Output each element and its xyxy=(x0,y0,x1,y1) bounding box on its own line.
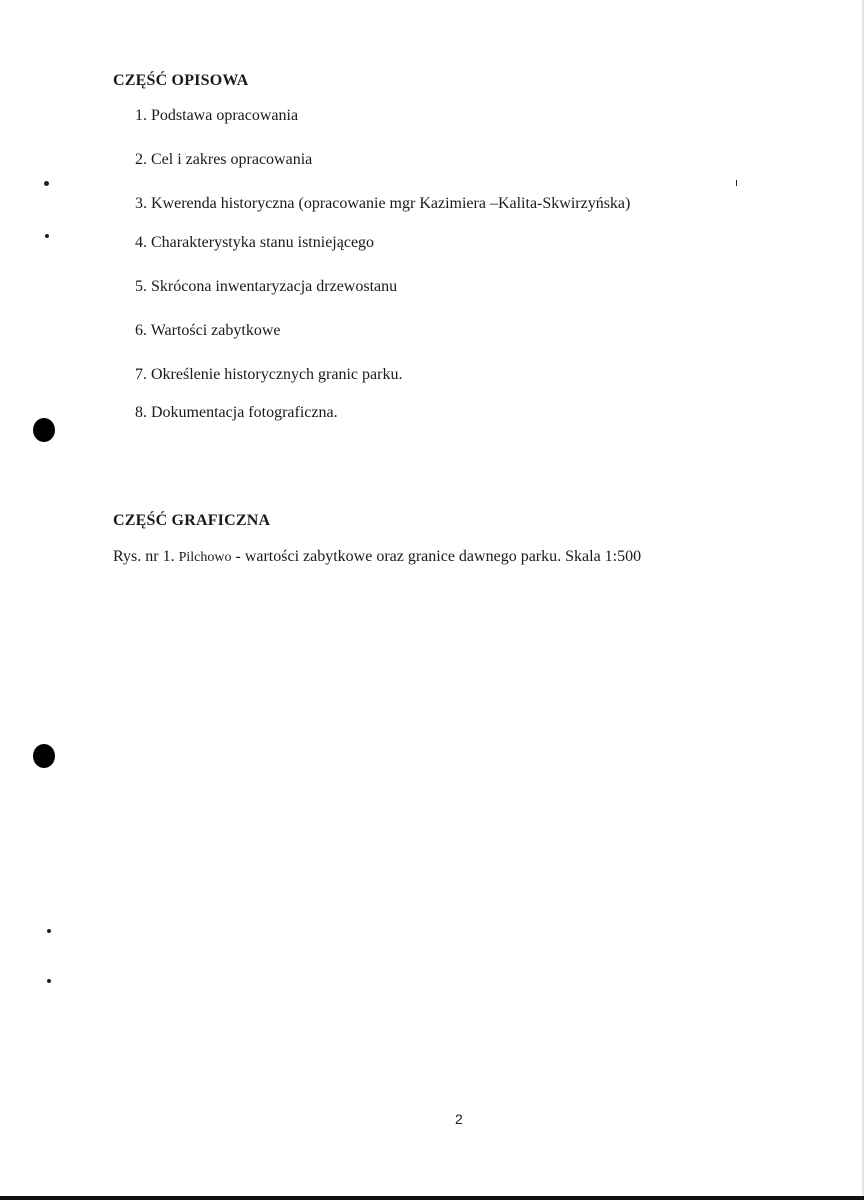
page-number: 2 xyxy=(455,1111,463,1127)
scan-speck xyxy=(736,180,737,186)
section-title-graphic: CZĘŚĆ GRAFICZNA xyxy=(113,512,271,529)
punch-hole xyxy=(33,744,55,768)
scan-speck xyxy=(47,929,51,933)
list-item: 3. Kwerenda historyczna (opracowanie mgr Kazimiera –Kalita-Skwirzyńska) xyxy=(135,195,631,212)
scan-edge-bottom xyxy=(0,1196,864,1200)
list-item: 6. Wartości zabytkowe xyxy=(135,322,281,339)
punch-hole xyxy=(33,418,55,442)
list-item: 7. Określenie historycznych granic parku. xyxy=(135,366,403,383)
list-item: 1. Podstawa opracowania xyxy=(135,107,299,124)
drawing-number: Rys. nr 1. xyxy=(113,548,175,565)
list-item: 2. Cel i zakres opracowania xyxy=(135,151,313,168)
scan-speck xyxy=(45,234,49,238)
drawing-description: - wartości zabytkowe oraz granice dawnego parku. Skala 1:500 xyxy=(231,548,642,565)
drawing-place: Pilchowo xyxy=(178,550,232,565)
list-item: 5. Skrócona inwentaryzacja drzewostanu xyxy=(135,278,398,295)
list-item: 8. Dokumentacja fotograficzna. xyxy=(135,404,338,421)
section-title-descriptive: CZĘŚĆ OPISOWA xyxy=(113,72,249,89)
scan-speck xyxy=(47,979,51,983)
drawing-entry xyxy=(113,548,641,566)
list-item: 4. Charakterystyka stanu istniejącego xyxy=(135,234,375,251)
scan-speck xyxy=(44,181,49,186)
